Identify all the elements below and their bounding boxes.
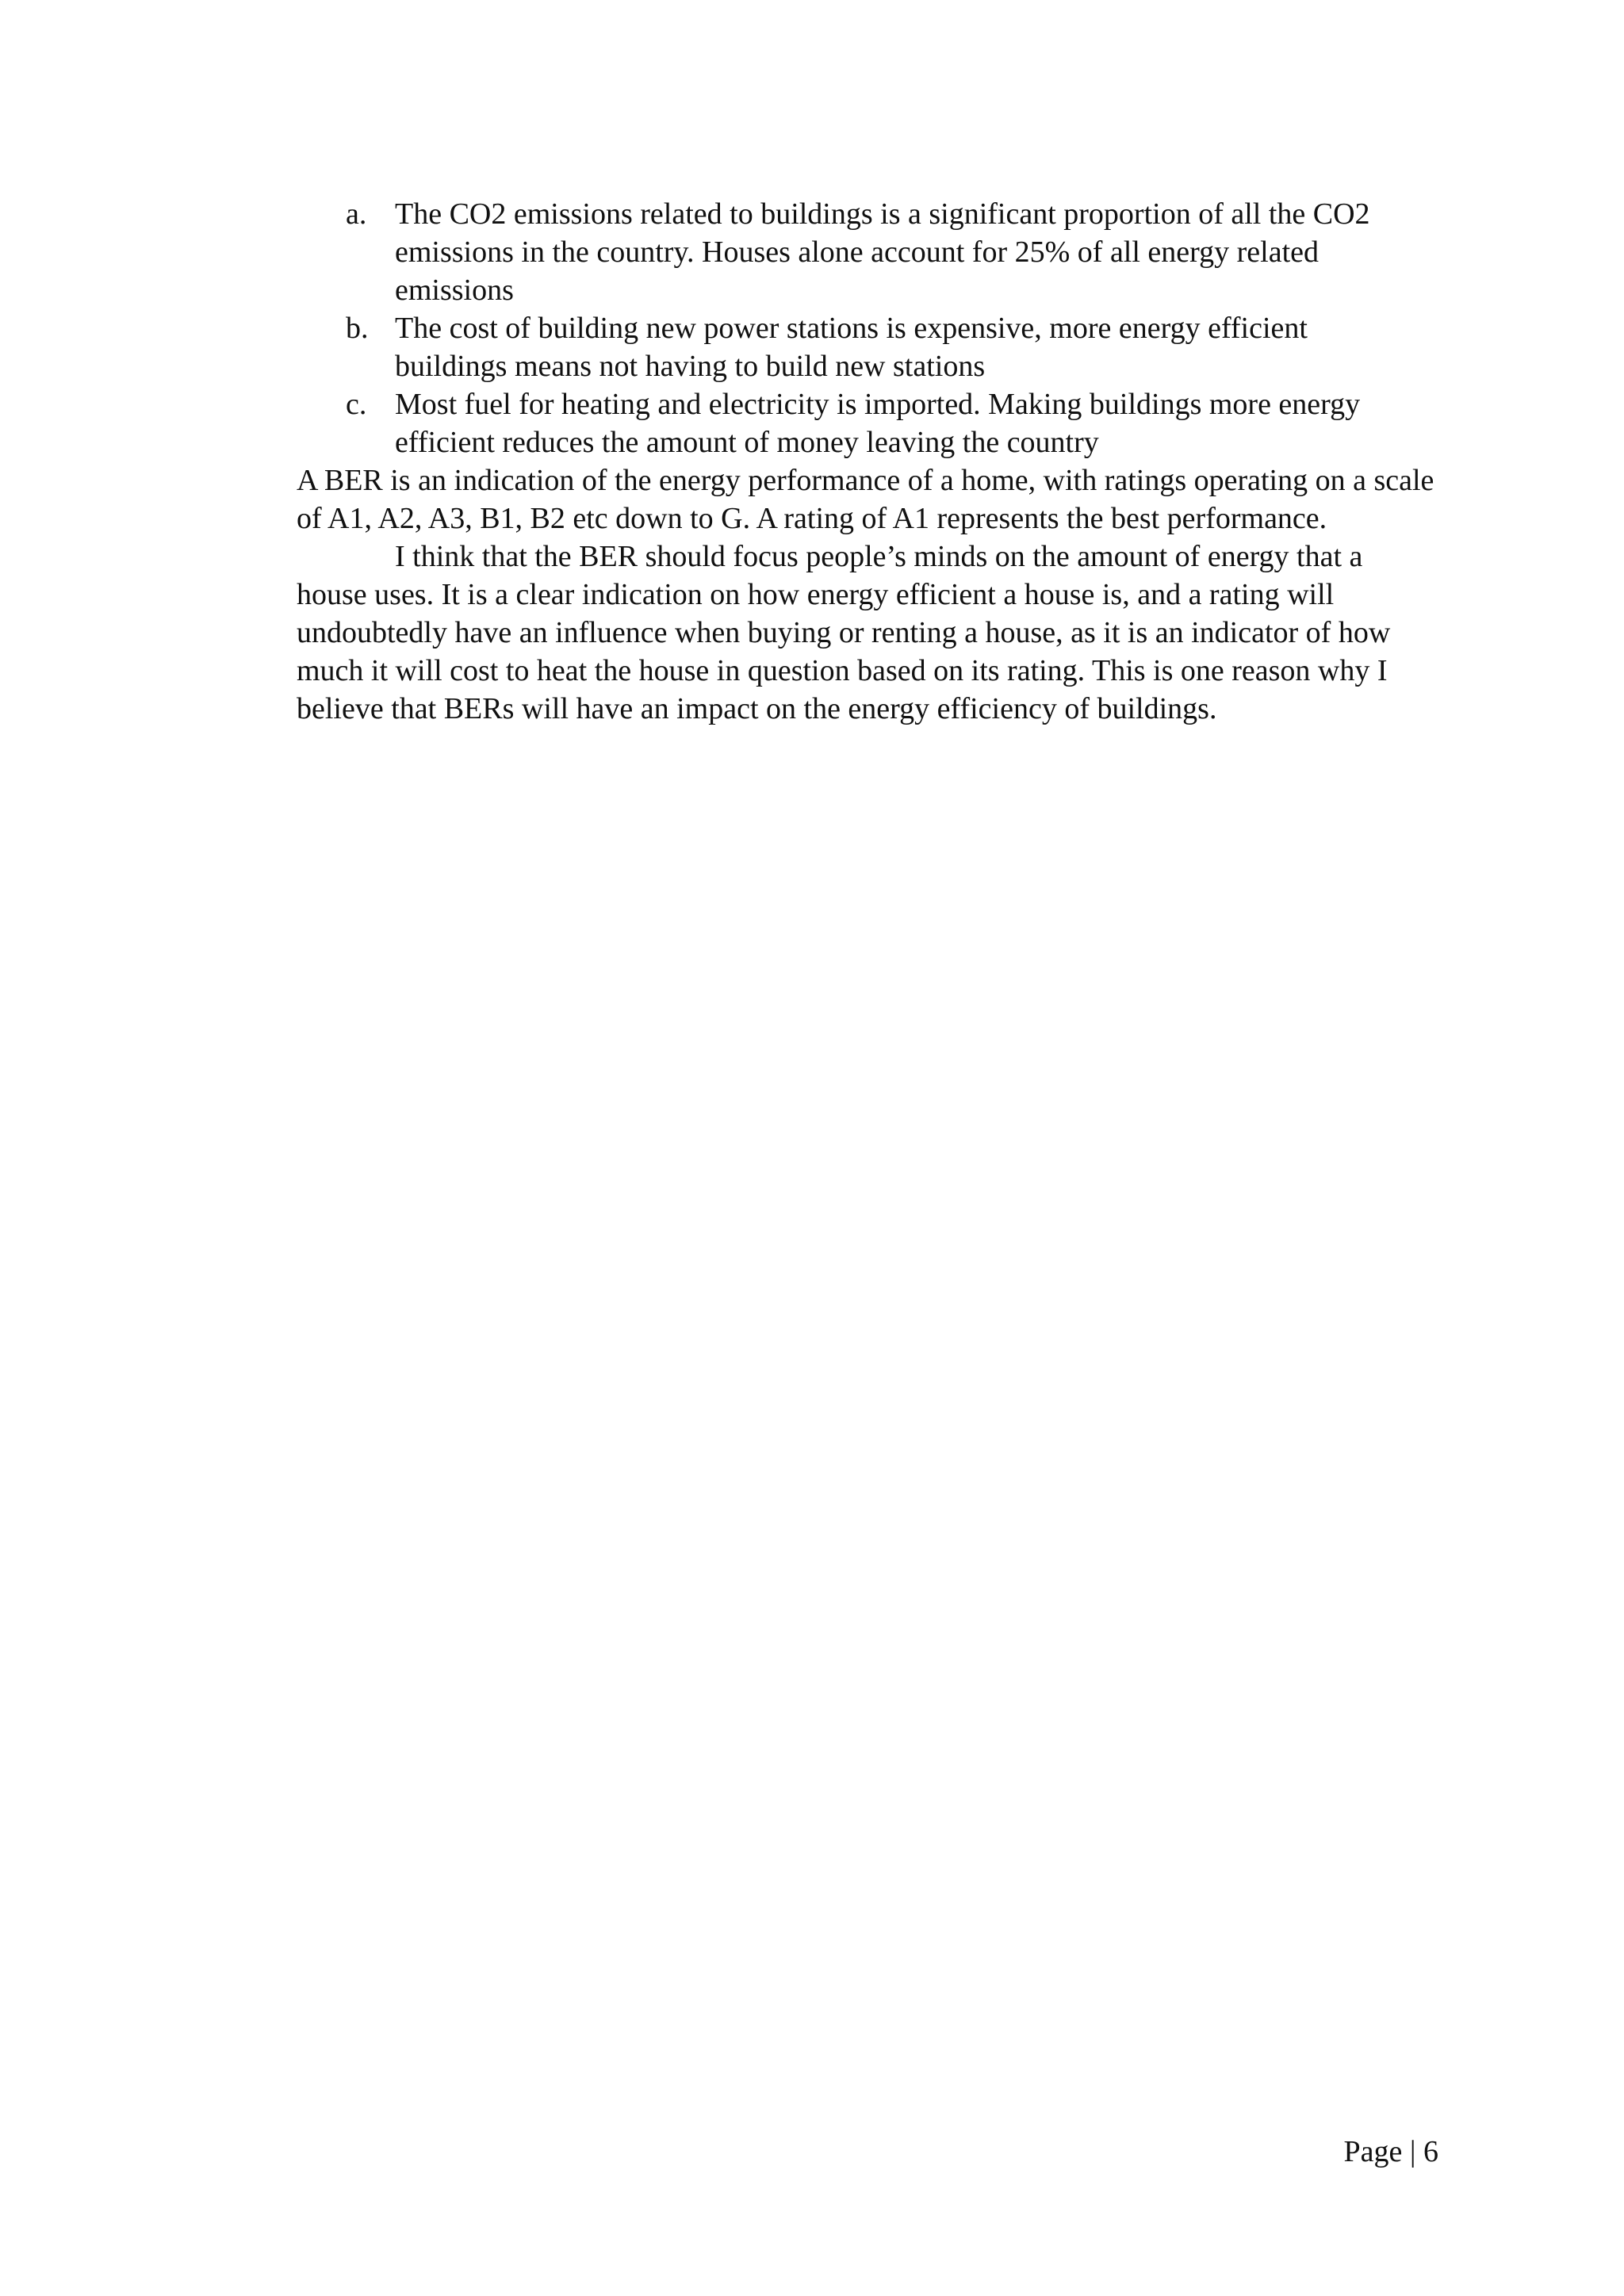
list-marker: b. xyxy=(346,312,369,345)
list-item xyxy=(297,195,1391,309)
page-number: Page | 6 xyxy=(1343,2135,1438,2168)
list-item-text: The cost of building new power stations is expensive, more energy efficient buildings means not having to build new stations xyxy=(395,312,1308,383)
ber-definition-paragraph: A BER is an indication of the energy performance of a home, with ratings operating on a scale of A1, A2, A3, B1, B2 etc down to G. A rating of A1 represents the best performance. xyxy=(297,464,1434,535)
list-item xyxy=(297,385,1391,461)
list-item-text: Most fuel for heating and electricity is imported. Making buildings more energy efficient reduces the amount of money leaving the country xyxy=(395,388,1361,459)
list-marker: c. xyxy=(346,388,367,421)
reasons-list xyxy=(297,195,1438,461)
list-item-text: The CO2 emissions related to buildings is a significant proportion of all the CO2 emissions in the country. Houses alone account for 25% of all energy related emissions xyxy=(395,197,1370,307)
list-marker: a. xyxy=(346,197,367,231)
opinion-paragraph: I think that the BER should focus people’s minds on the amount of energy that a house uses. It is a clear indication on how energy efficient a house is, and a rating will undoubtedly have an influence when buying or renting a house, as it is an indicator of how much it will cost to heat the house in question based on its rating. This is one reason why I believe that BERs will have an impact on the energy efficiency of buildings. xyxy=(297,540,1391,725)
page-content xyxy=(297,195,1438,728)
list-item xyxy=(297,309,1391,385)
